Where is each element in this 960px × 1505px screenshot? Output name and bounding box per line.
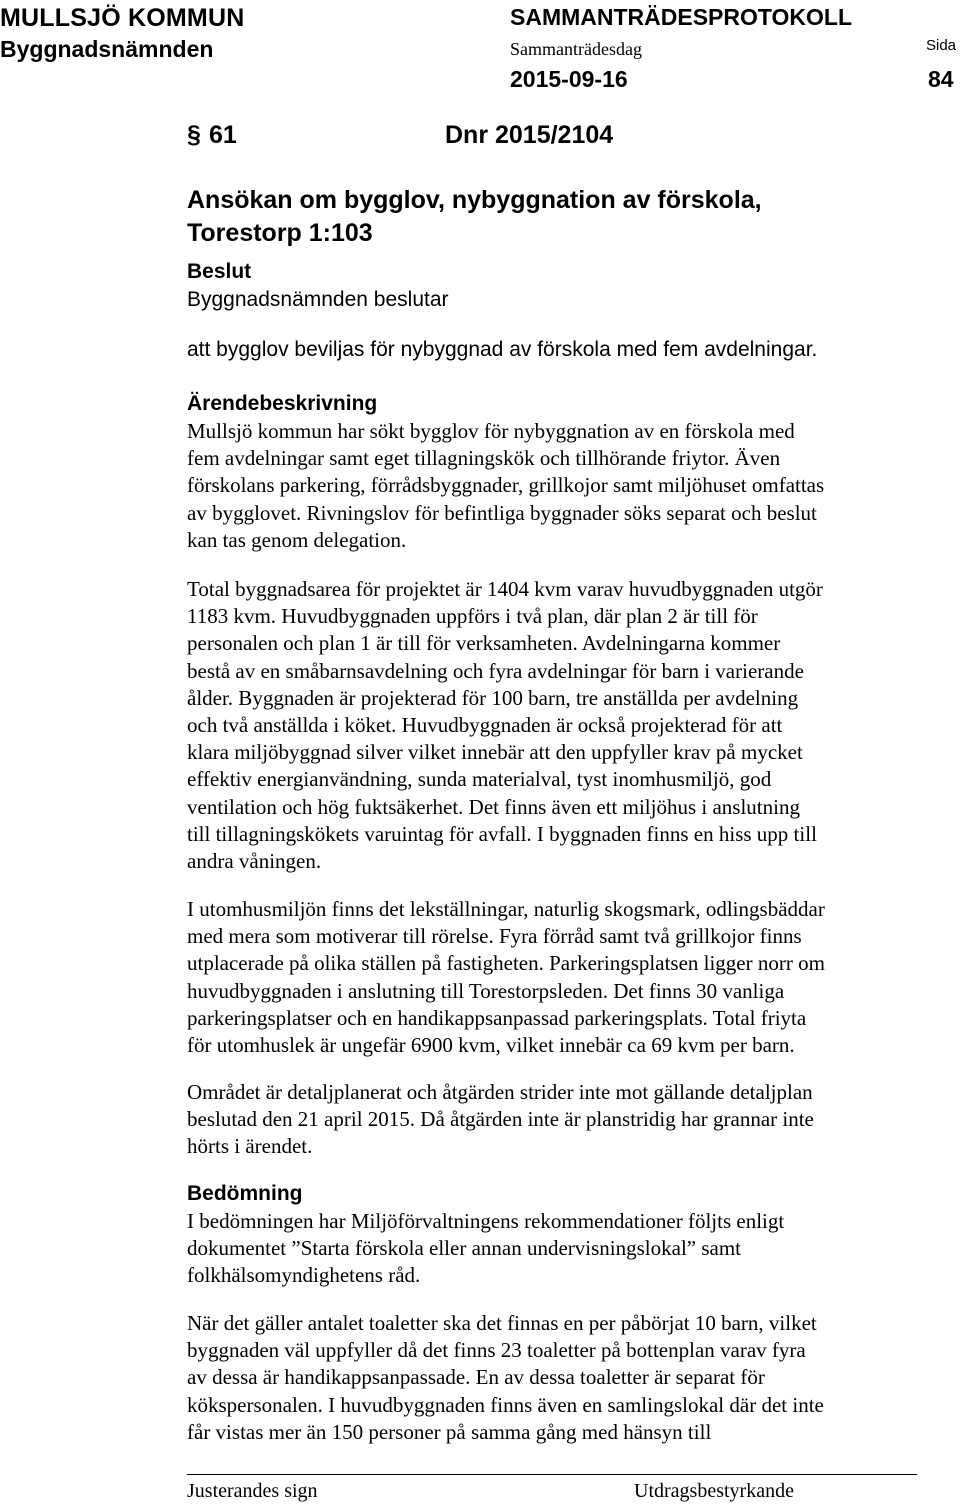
text-line: I bedömningen har Miljöförvaltningens rekommendationer följts enligt [187,1209,785,1233]
text-line: förskolans parkering, förrådsbyggnader, grillkojor samt miljöhuset omfattas [187,473,825,498]
text-line: Området är detaljplanerat och åtgärden strider inte mot gällande detaljplan [187,1080,813,1104]
text-line: dokumentet ”Starta förskola eller annan undervisningslokal” samt [187,1236,742,1261]
assessment-paragraph [187,1310,927,1446]
text-line: till tillagningskökets varuintag för avfall. I byggnaden finns en hiss upp till [187,821,817,846]
text-line: utplacerade på olika ställen på fastigheten. Parkeringsplatsen ligger norr om [187,951,825,976]
meeting-date-label: Sammanträdesdag [510,39,642,59]
protocol-title: SAMMANTRÄDESPROTOKOLL [510,4,853,30]
text-line: Mullsjö kommun har sökt bygglov för nybyggnation av en förskola med [187,419,795,443]
description-paragraph [187,576,927,875]
board-name: Byggnadsnämnden [0,36,214,62]
text-line: av bygglovet. Rivningslov för befintliga byggnader söks separat och beslut [187,500,817,525]
text-line: kan tas genom delegation. [187,527,407,552]
municipality-name: MULLSJÖ KOMMUN [0,4,245,32]
decision-body: Byggnadsnämnden beslutar [187,288,449,311]
text-line: kökspersonalen. I huvudbyggnaden finns även en samlingslokal där det inte [187,1392,824,1417]
decision-text: att bygglov beviljas för nybyggnad av förskola med fem avdelningar. [187,338,818,361]
text-line: parkeringsplatser och en handikappsanpassad parkeringsplats. Total friyta [187,1005,807,1030]
text-line: ålder. Byggnaden är projekterad för 100 barn, tre anställda per avdelning [187,685,799,710]
page-number: 84 [928,66,954,92]
text-line: för utomhuslek är ungefär 6900 kvm, vilket innebär ca 69 kvm per barn. [187,1033,795,1058]
extract-certification-label: Utdragsbestyrkande [634,1480,794,1502]
text-line: med mera som motiverar till rörelse. Fyra förråd samt två grillkojor finns [187,924,802,949]
section-number: 61 [209,121,237,149]
adjuster-sign-label: Justerandes sign [187,1480,318,1502]
text-line: hörts i ärendet. [187,1134,313,1159]
section-symbol: § [187,121,201,149]
text-line: och två anställda i köket. Huvudbyggnaden är också projekterad för att [187,713,783,738]
section-heading [187,121,613,150]
description-heading: Ärendebeskrivning [187,392,378,415]
text-line: folkhälsomyndighetens råd. [187,1263,421,1288]
text-line: andra våningen. [187,849,322,874]
assessment-paragraph [187,1208,927,1290]
decision-heading: Beslut [187,260,252,283]
text-line: Total byggnadsarea för projektet är 1404 kvm varav huvudbyggnaden utgör [187,577,823,601]
description-paragraph [187,896,927,1059]
assessment-heading: Bedömning [187,1182,303,1205]
text-line: ventilation och hög fuktsäkerhet. Det finns även ett miljöhus i anslutning [187,794,800,819]
description-paragraph [187,418,927,554]
text-line: I utomhusmiljön finns det lekställningar, naturlig skogsmark, odlingsbäddar [187,897,825,921]
text-line: effektiv energianvändning, sunda materialval, tyst inomhusmiljö, god [187,767,772,792]
text-line: klara miljöbyggnad silver vilket innebär att den uppfyller krav på mycket [187,740,803,765]
text-line: får vistas mer än 150 personer på samma gång med hänsyn till [187,1419,712,1444]
text-line: huvudbyggnaden i anslutning till Torestorpsleden. Det finns 30 vanliga [187,978,785,1003]
diary-number: Dnr 2015/2104 [445,121,614,149]
page-label: Sida [926,37,957,54]
text-line: fem avdelningar samt eget tillagningskök och tillhörande friytor. Även [187,446,781,471]
case-title-line: Torestorp 1:103 [187,219,373,247]
meeting-date: 2015-09-16 [510,66,628,92]
text-line: När det gäller antalet toaletter ska det finnas en per påbörjat 10 barn, vilket [187,1311,817,1335]
text-line: beslutad den 21 april 2015. Då åtgärden inte är planstridig har grannar inte [187,1107,814,1132]
footer-divider [187,1474,917,1475]
text-line: bestå av en småbarnsavdelning och fyra avdelningar för barn i varierande [187,658,804,683]
text-line: personalen och plan 1 är till för verksamheten. Avdelningarna kommer [187,631,781,656]
case-title [187,184,927,250]
case-title-line: Ansökan om bygglov, nybyggnation av förskola, [187,186,762,214]
text-line: av dessa är handikappsanpassade. En av dessa toaletter är separat för [187,1365,765,1390]
description-paragraph [187,1079,927,1161]
text-line: byggnaden väl uppfyller då det finns 23 toaletter på bottenplan varav fyra [187,1338,806,1363]
text-line: 1183 kvm. Huvudbyggnaden uppförs i två plan, där plan 2 är till för [187,604,758,629]
